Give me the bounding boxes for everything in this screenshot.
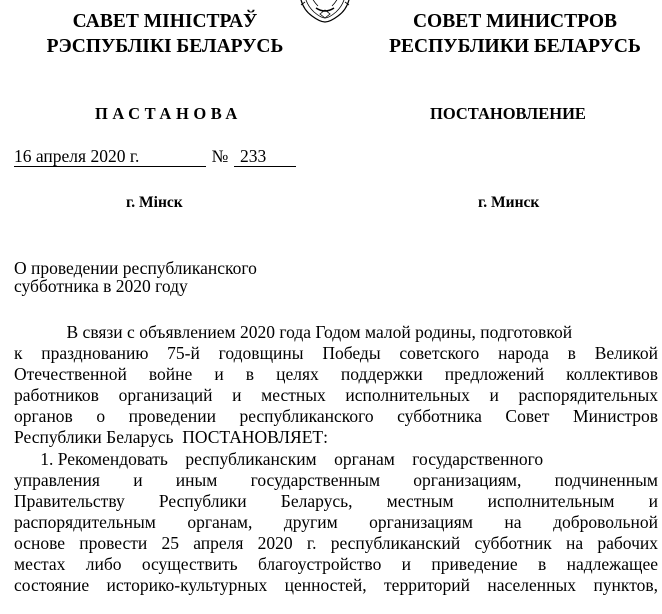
body-line: управления и иным государственным организациям, подчиненным [14, 469, 658, 490]
header-left-line-2: РЭСПУБЛІКІ БЕЛАРУСЬ [46, 36, 284, 57]
title-line-1: О проведении республиканского [14, 258, 257, 278]
title-line-2: субботника в 2020 году [14, 276, 188, 296]
city-belarusian: г. Мінск [126, 194, 183, 211]
city-russian: г. Минск [478, 194, 540, 211]
body-line: состояние историко-культурных ценностей, территорий населенных пунктов, [14, 575, 658, 596]
state-emblem-icon [294, 0, 356, 24]
body-line: Правительству Республики Беларусь, местным исполнительным и [14, 490, 658, 511]
document-date: 16 апреля 2020 г. [14, 147, 206, 167]
doctype-belarusian: ПАСТАНОВА [95, 104, 242, 123]
body-line: работников организаций и местных исполнительных и распорядительных [14, 385, 658, 406]
body-line: местах либо осуществить благоустройство и приведение в надлежащее [14, 554, 658, 575]
body-line: Отечественной войне и в целях поддержки предложений коллективов [14, 364, 658, 385]
number-sign: № [211, 146, 229, 166]
body-line: основе провести 25 апреля 2020 г. республиканский субботник на рабочих [14, 532, 658, 553]
header-left-belarusian [30, 9, 300, 59]
header-right-russian [375, 9, 655, 59]
body-line: В связи с объявлением 2020 года Годом малой родины, подготовкой [14, 322, 573, 342]
body-line: к празднованию 75-й годовщины Победы советского народа в Великой [14, 343, 658, 364]
doctype-russian: ПОСТАНОВЛЕНИЕ [430, 104, 586, 123]
header-right-line-1: СОВЕТ МИНИСТРОВ [412, 11, 618, 32]
body-line: 1. Рекомендовать республиканским органам государственного [14, 448, 544, 469]
date-number-row [14, 146, 296, 167]
body-line: Республики Беларусь ПОСТАНОВЛЯЕТ: [14, 427, 328, 448]
body-line: распорядительным органам, другим организациям на добровольной [14, 511, 658, 532]
document-number: 233 [234, 147, 296, 167]
document-body [14, 322, 658, 596]
document-title [14, 259, 257, 295]
header-right-line-2: РЕСПУБЛИКИ БЕЛАРУСЬ [389, 36, 641, 57]
header-left-line-1: САВЕТ МІНІСТРАЎ [72, 11, 258, 32]
body-line: органов о проведении республиканского субботника Совет Министров [14, 406, 658, 427]
